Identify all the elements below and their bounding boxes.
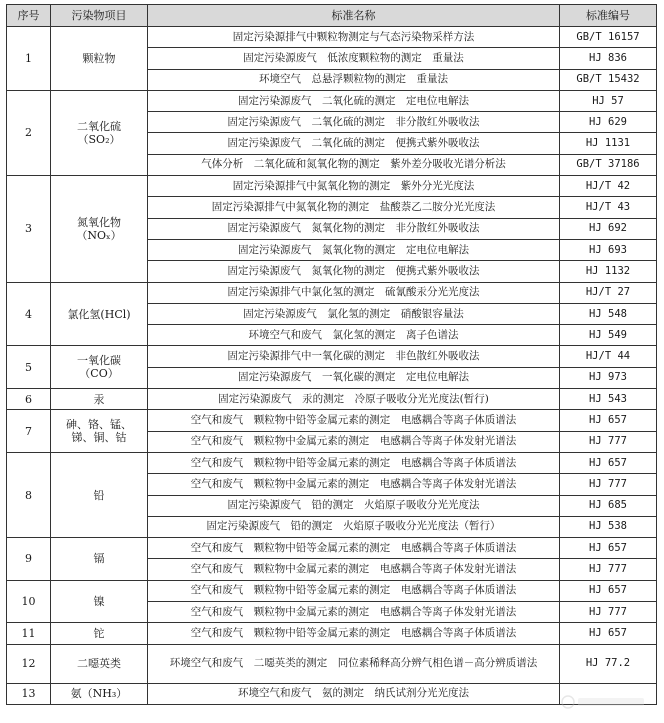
pollutant-cell bbox=[51, 176, 148, 282]
standard-code: HJ 1132 bbox=[560, 261, 657, 282]
pollutant-name: 铅 bbox=[93, 488, 105, 502]
standard-code: HJ 629 bbox=[560, 112, 657, 133]
table-row bbox=[7, 538, 657, 559]
standard-code: HJ/T 42 bbox=[560, 176, 657, 197]
pollutant-cell bbox=[51, 683, 148, 704]
table-body bbox=[7, 27, 657, 705]
table-row bbox=[7, 623, 657, 644]
pollutant-name: 镍 bbox=[93, 595, 105, 609]
standard-name: 固定污染源排气中一氧化碳的测定 非色散红外吸收法 bbox=[148, 346, 560, 367]
header-seq: 序号 bbox=[7, 5, 51, 27]
table-row bbox=[7, 410, 657, 431]
standard-code: HJ 538 bbox=[560, 516, 657, 537]
standard-code: HJ 836 bbox=[560, 48, 657, 69]
pollutant-name: 氯化氢(HCl) bbox=[67, 307, 131, 321]
standard-name: 固定污染源废气 二氧化硫的测定 便携式紫外吸收法 bbox=[148, 133, 560, 154]
row-seq-number: 6 bbox=[7, 389, 51, 410]
row-seq-number: 10 bbox=[7, 580, 51, 623]
standard-code: HJ 685 bbox=[560, 495, 657, 516]
standard-code: HJ/T 44 bbox=[560, 346, 657, 367]
pollutant-name: 镉 bbox=[93, 552, 105, 566]
table-row bbox=[7, 176, 657, 197]
standard-code: HJ 549 bbox=[560, 325, 657, 346]
pollutant-cell bbox=[51, 538, 148, 581]
standard-name: 环境空气和废气 二噁英类的测定 同位素稀释高分辨气相色谱－高分辨质谱法 bbox=[148, 644, 560, 683]
watermark-logo bbox=[560, 691, 650, 713]
pollutant-formula: （SO₂） bbox=[77, 132, 121, 146]
row-seq-number: 5 bbox=[7, 346, 51, 389]
table-row bbox=[7, 580, 657, 601]
header-pollutant: 污染物项目 bbox=[51, 5, 148, 27]
pollutant-cell bbox=[51, 580, 148, 623]
row-seq-number: 13 bbox=[7, 683, 51, 704]
table-row bbox=[7, 282, 657, 303]
pollutant-name: 铊 bbox=[93, 626, 105, 640]
header-standard-code: 标准编号 bbox=[560, 5, 657, 27]
standards-table bbox=[6, 4, 657, 705]
standard-name: 空气和废气 颗粒物中铅等金属元素的测定 电感耦合等离子体质谱法 bbox=[148, 410, 560, 431]
standard-code: HJ 57 bbox=[560, 90, 657, 111]
standard-code: HJ 657 bbox=[560, 580, 657, 601]
pollutant-name: 一氧化碳 bbox=[77, 354, 121, 368]
row-seq-number: 7 bbox=[7, 410, 51, 453]
pollutant-name: 氨（NH₃） bbox=[70, 687, 128, 701]
standard-name: 固定污染源排气中氯化氢的测定 硫氰酸汞分光光度法 bbox=[148, 282, 560, 303]
standard-name: 空气和废气 颗粒物中金属元素的测定 电感耦合等离子体发射光谱法 bbox=[148, 431, 560, 452]
standard-code: HJ 777 bbox=[560, 559, 657, 580]
pollutant-cell bbox=[51, 389, 148, 410]
table-row bbox=[7, 452, 657, 473]
pollutant-cell bbox=[51, 452, 148, 537]
pollutant-cell bbox=[51, 346, 148, 389]
row-seq-number: 3 bbox=[7, 176, 51, 282]
standard-name: 空气和废气 颗粒物中铅等金属元素的测定 电感耦合等离子体质谱法 bbox=[148, 580, 560, 601]
standard-name: 空气和废气 颗粒物中铅等金属元素的测定 电感耦合等离子体质谱法 bbox=[148, 452, 560, 473]
standard-name: 固定污染源废气 二氧化硫的测定 非分散红外吸收法 bbox=[148, 112, 560, 133]
row-seq-number: 8 bbox=[7, 452, 51, 537]
row-seq-number: 9 bbox=[7, 538, 51, 581]
table-row bbox=[7, 90, 657, 111]
pollutant-name: 二氧化硫 bbox=[77, 119, 121, 133]
standard-code: GB/T 16157 bbox=[560, 27, 657, 48]
standard-name: 空气和废气 颗粒物中铅等金属元素的测定 电感耦合等离子体质谱法 bbox=[148, 623, 560, 644]
table-header-row bbox=[7, 5, 657, 27]
pollutant-cell bbox=[51, 27, 148, 91]
standard-code: HJ 693 bbox=[560, 239, 657, 260]
table-row bbox=[7, 27, 657, 48]
pollutant-name: 氮氧化物 bbox=[77, 215, 121, 229]
row-seq-number: 1 bbox=[7, 27, 51, 91]
row-seq-number: 2 bbox=[7, 90, 51, 175]
standard-code: HJ 543 bbox=[560, 389, 657, 410]
standard-code: HJ 657 bbox=[560, 623, 657, 644]
pollutant-formula: （NOₓ） bbox=[76, 228, 122, 242]
header-standard-name: 标准名称 bbox=[148, 5, 560, 27]
standard-name: 固定污染源废气 低浓度颗粒物的测定 重量法 bbox=[148, 48, 560, 69]
standard-code: HJ 657 bbox=[560, 538, 657, 559]
standard-name: 固定污染源废气 一氧化碳的测定 定电位电解法 bbox=[148, 367, 560, 388]
standard-name: 空气和废气 颗粒物中金属元素的测定 电感耦合等离子体发射光谱法 bbox=[148, 474, 560, 495]
pollutant-cell bbox=[51, 90, 148, 175]
table-row bbox=[7, 346, 657, 367]
standard-name: 固定污染源排气中氮氧化物的测定 紫外分光光度法 bbox=[148, 176, 560, 197]
pollutant-formula: 锑、铜、钴 bbox=[71, 431, 127, 445]
row-seq-number: 12 bbox=[7, 644, 51, 683]
standard-name: 固定污染源废气 氯化氢的测定 硝酸银容量法 bbox=[148, 303, 560, 324]
table-row bbox=[7, 644, 657, 683]
standard-name: 空气和废气 颗粒物中金属元素的测定 电感耦合等离子体发射光谱法 bbox=[148, 602, 560, 623]
pollutant-name: 汞 bbox=[93, 392, 105, 406]
standard-name: 固定污染源排气中颗粒物测定与气态污染物采样方法 bbox=[148, 27, 560, 48]
standard-name: 环境空气和废气 氨的测定 纳氏试剂分光光度法 bbox=[148, 683, 560, 704]
standard-name: 固定污染源排气中氮氧化物的测定 盐酸萘乙二胺分光光度法 bbox=[148, 197, 560, 218]
standard-code: HJ/T 27 bbox=[560, 282, 657, 303]
standard-name: 环境空气 总悬浮颗粒物的测定 重量法 bbox=[148, 69, 560, 90]
row-seq-number: 4 bbox=[7, 282, 51, 346]
row-seq-number: 11 bbox=[7, 623, 51, 644]
standard-code: HJ/T 43 bbox=[560, 197, 657, 218]
pollutant-name: 二噁英类 bbox=[77, 657, 121, 671]
standard-name: 固定污染源废气 二氧化硫的测定 定电位电解法 bbox=[148, 90, 560, 111]
standard-name: 固定污染源废气 铅的测定 火焰原子吸收分光光度法（暂行） bbox=[148, 516, 560, 537]
standard-code: HJ 777 bbox=[560, 602, 657, 623]
standard-name: 气体分析 二氧化硫和氮氧化物的测定 紫外差分吸收光谱分析法 bbox=[148, 154, 560, 175]
standard-code: HJ 777 bbox=[560, 431, 657, 452]
standard-name: 固定污染源废气 氮氧化物的测定 便携式紫外吸收法 bbox=[148, 261, 560, 282]
standard-code: HJ 1131 bbox=[560, 133, 657, 154]
standard-name: 固定污染源废气 汞的测定 冷原子吸收分光光度法(暂行) bbox=[148, 389, 560, 410]
standard-code: HJ 657 bbox=[560, 410, 657, 431]
pollutant-cell bbox=[51, 282, 148, 346]
pollutant-cell bbox=[51, 623, 148, 644]
standard-code: HJ 777 bbox=[560, 474, 657, 495]
standard-name: 环境空气和废气 氯化氢的测定 离子色谱法 bbox=[148, 325, 560, 346]
standard-name: 固定污染源废气 氮氧化物的测定 定电位电解法 bbox=[148, 239, 560, 260]
pollutant-name: 砷、铬、锰、 bbox=[66, 418, 132, 432]
standard-code: HJ 657 bbox=[560, 452, 657, 473]
standard-code: HJ 692 bbox=[560, 218, 657, 239]
pollutant-cell bbox=[51, 410, 148, 453]
standard-name: 固定污染源废气 氮氧化物的测定 非分散红外吸收法 bbox=[148, 218, 560, 239]
pollutant-name: 颗粒物 bbox=[82, 51, 116, 65]
standard-code: HJ 548 bbox=[560, 303, 657, 324]
table-row bbox=[7, 683, 657, 704]
standard-code: GB/T 37186 bbox=[560, 154, 657, 175]
standard-name: 空气和废气 颗粒物中铅等金属元素的测定 电感耦合等离子体质谱法 bbox=[148, 538, 560, 559]
standard-name: 固定污染源废气 铅的测定 火焰原子吸收分光光度法 bbox=[148, 495, 560, 516]
standards-table-container bbox=[6, 4, 656, 705]
standard-name: 空气和废气 颗粒物中金属元素的测定 电感耦合等离子体发射光谱法 bbox=[148, 559, 560, 580]
standard-code: HJ 973 bbox=[560, 367, 657, 388]
standard-code: HJ 77.2 bbox=[560, 644, 657, 683]
pollutant-cell bbox=[51, 644, 148, 683]
table-row bbox=[7, 389, 657, 410]
standard-code: GB/T 15432 bbox=[560, 69, 657, 90]
pollutant-formula: （CO） bbox=[79, 367, 119, 381]
